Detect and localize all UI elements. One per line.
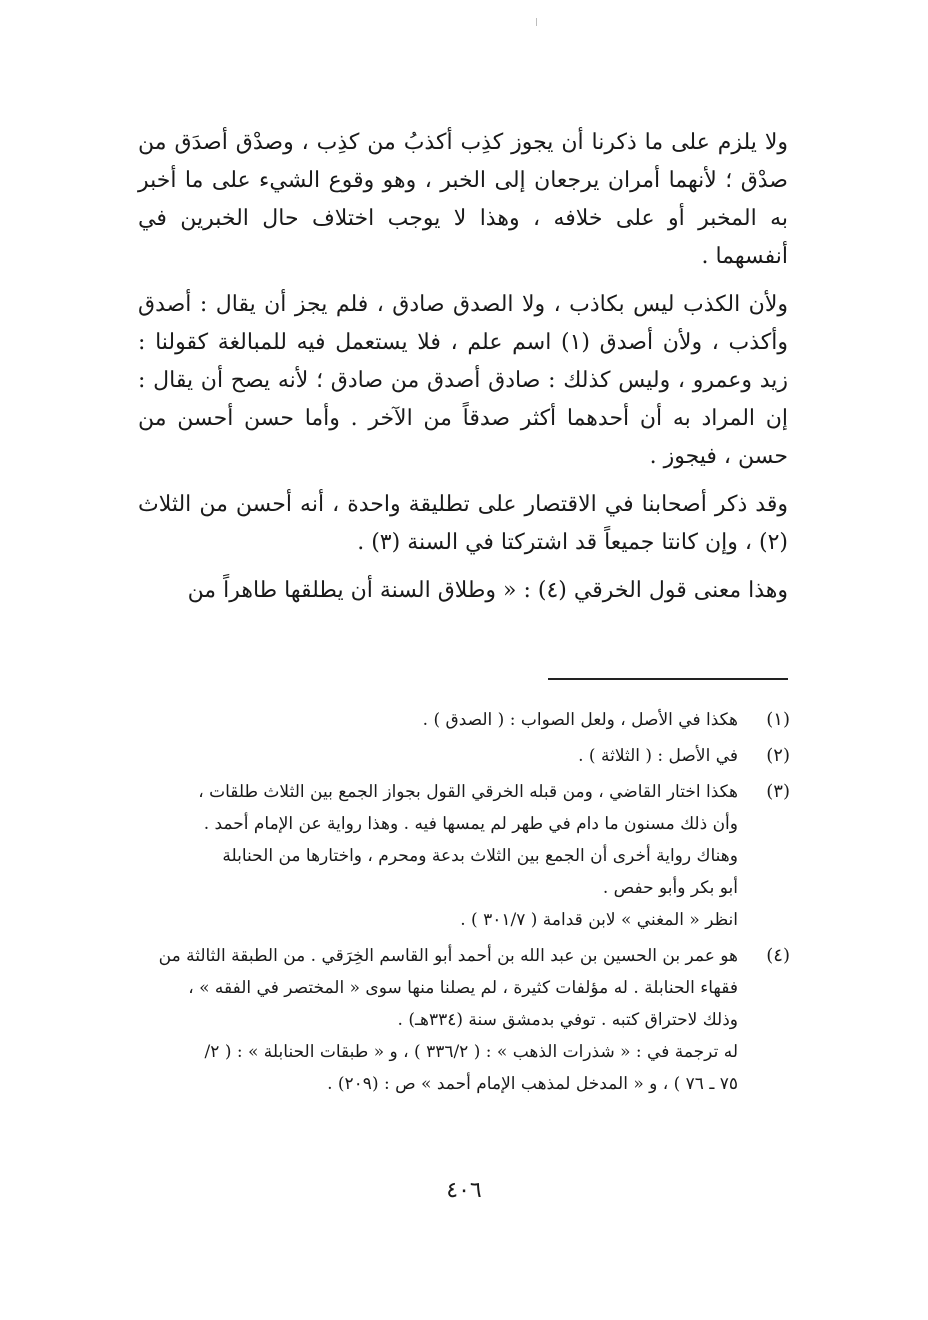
footnote-line: هكذا اختار القاضي ، ومن قبله الخرقي القول بجواز الجمع بين الثلاث طلقات ،: [198, 782, 738, 802]
footnote-text: [130, 940, 738, 1100]
footnote-line: وذلك لاحتراق كتبه . توفي بدمشق سنة (٣٣٤هـ) .: [397, 1010, 738, 1030]
footnote-line: ٧٥ ـ ٧٦ ) ، و « المدخل لمذهب الإمام أحمد » ص : (٢٠٩) .: [327, 1074, 738, 1094]
footnote-line: وهناك رواية أخرى أن الجمع بين الثلاث بدعة ومحرم ، واختارها من الحنابلة: [222, 846, 738, 866]
footnote-line: له ترجمة في : « شذرات الذهب » : ( ٣٣٦/٢ ) ، و « طبقات الحنابلة » : ( ٢/: [204, 1042, 738, 1062]
footnote-line: هكذا في الأصل ، ولعل الصواب : ( الصدق ) .: [422, 710, 738, 730]
paragraph: ولأن الكذب ليس بكاذب ، ولا الصدق صادق ، فلم يجز أن يقال : أصدق وأكذب ، ولأن أصدق (١) اسم علم ، فلا يستعمل فيه للمبالغة كقولنا : زيد وعمرو ، وليس كذلك : صادق أصدق من صادق ؛ لأنه يصح أن يقال : إن المراد به أن أحدهما أكثر صدقاً من الآخر . وأما حسن أحسن من حسن ، فيجوز .: [138, 292, 788, 469]
footnote-line: فقهاء الحنابلة . له مؤلفات كثيرة ، لم يصلنا منها سوى « المختصر في الفقه » ،: [188, 978, 738, 998]
footnote-number: (١): [766, 709, 790, 730]
footnote: [130, 940, 790, 1100]
footnote-line: انظر « المغني » لابن قدامة ( ٣٠١/٧ ) .: [460, 910, 738, 930]
paragraph: وهذا معنى قول الخرقي (٤) : « وطلاق السنة أن يطلقها طاهراً من: [187, 578, 788, 603]
footnote-line: وأن ذلك مسنون ما دام في طهر لم يمسها فيه . وهذا رواية عن الإمام أحمد .: [203, 814, 738, 834]
footnote-number: (٢): [766, 745, 790, 766]
footnote: [130, 740, 790, 772]
scan-mark: [536, 18, 537, 26]
footnote: [130, 776, 790, 936]
footnote-number: (٣): [766, 781, 790, 802]
main-text: [138, 124, 788, 620]
footnote: [130, 704, 790, 736]
paragraph: ولا يلزم على ما ذكرنا أن يجوز كذِب أكذبُ من كذِب ، وصدْق أصدَق من صدْق ؛ لأنهما أمران يرجعان إلى الخبر ، وهو وقوع الشيء على ما أخبر به المخبر أو على خلافه ، وهذا لا يوجب اختلاف حال الخبرين في أنفسهما .: [138, 130, 788, 269]
footnote-text: [130, 740, 738, 772]
footnote-number: (٤): [766, 945, 790, 966]
footnote-line: في الأصل : ( الثلاثة ) .: [578, 746, 738, 766]
footnote-text: [130, 776, 738, 936]
footnote-text: [130, 704, 738, 736]
footnote-line: أبو بكر وأبو حفص .: [602, 878, 738, 898]
footnotes: [130, 704, 790, 1104]
page-number: ٤٠٦: [446, 1178, 482, 1203]
footnote-line: هو عمر بن الحسين بن عبد الله بن أحمد أبو القاسم الخِرَقي . من الطبقة الثالثة من: [158, 946, 738, 966]
paragraph: وقد ذكر أصحابنا في الاقتصار على تطليقة واحدة ، أنه أحسن من الثلاث (٢) ، وإن كانتا جميعاً قد اشتركتا في السنة (٣) .: [138, 492, 788, 555]
footnote-separator: [548, 678, 788, 680]
